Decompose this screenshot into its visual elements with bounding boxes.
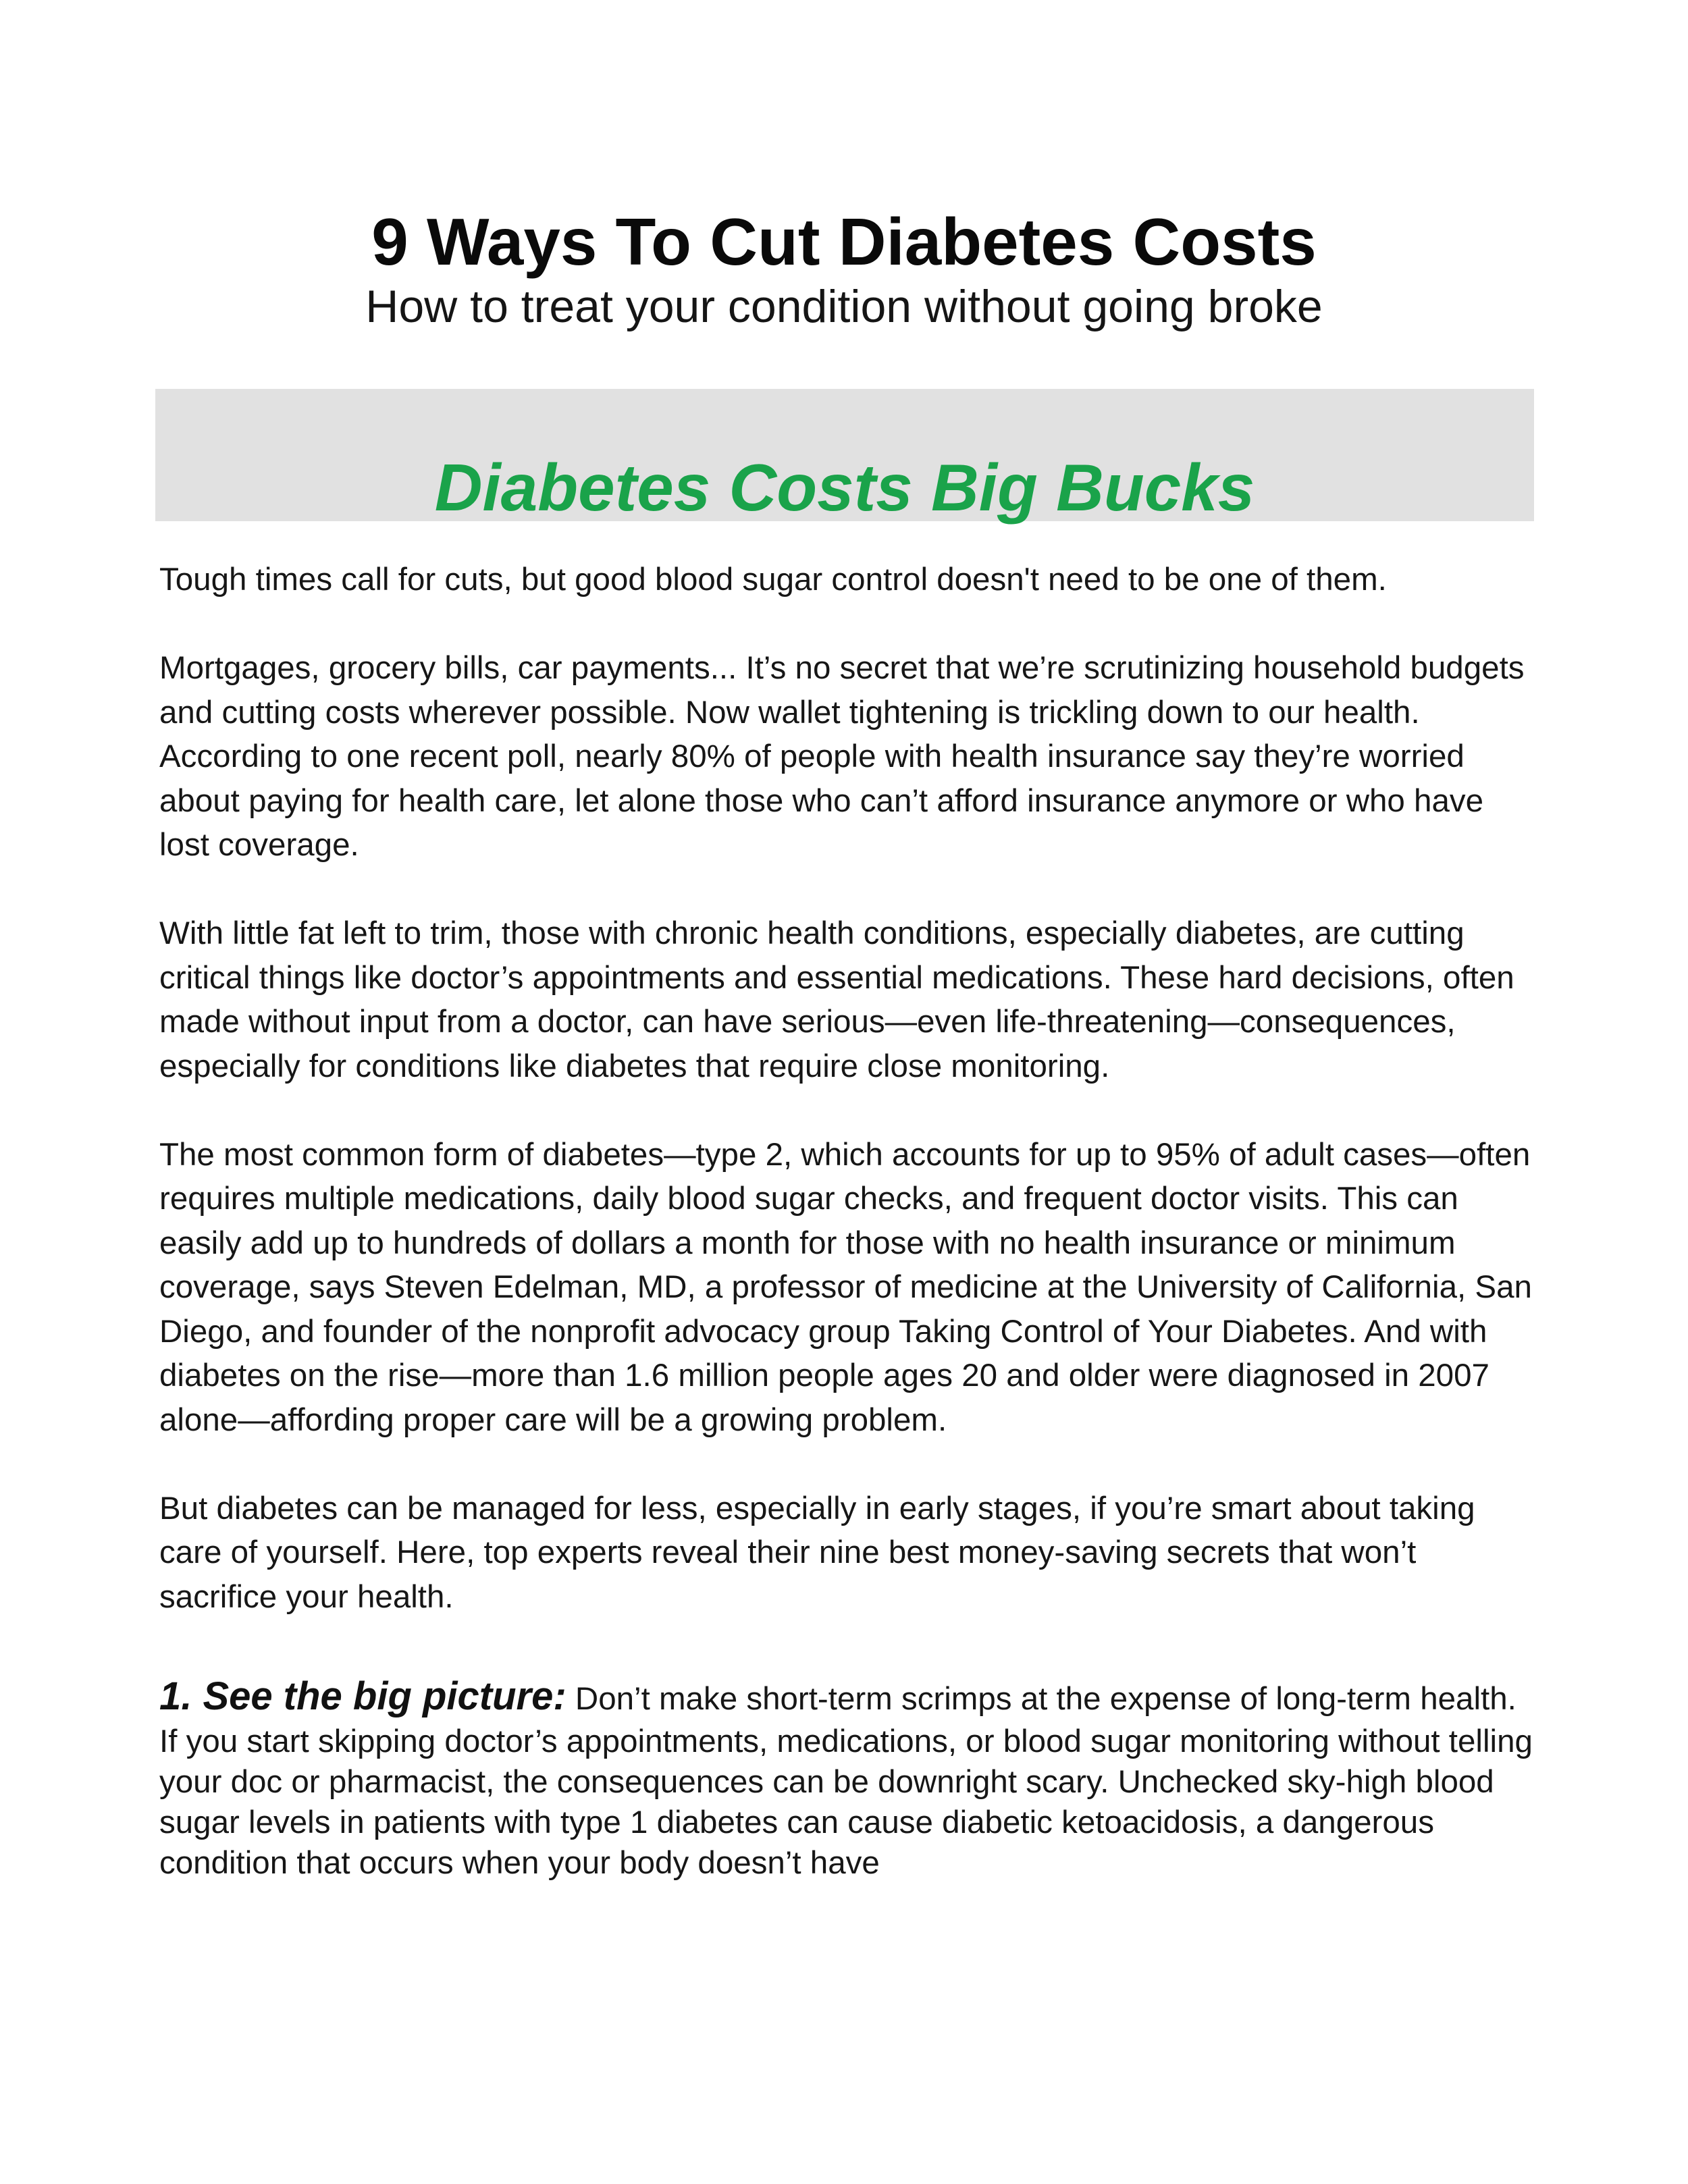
article-body	[159, 558, 1537, 1884]
paragraph-money-saving: But diabetes can be managed for less, especially in early stages, if you’re smart about taking care of yourself. Here, top experts reveal their nine best money-saving secrets that won’t sacrifice your health.	[159, 1490, 1475, 1615]
paragraph-chronic-conditions: With little fat left to trim, those with chronic health conditions, especially diabetes, are cutting critical things like doctor’s appointments and essential medications. These hard decisions, often made without input from a doctor, can have serious—even life-threatening—consequences, especially for conditions like diabetes that require close monitoring.	[159, 915, 1514, 1084]
section-heading: Diabetes Costs Big Bucks	[434, 450, 1255, 525]
page-title: 9 Ways To Cut Diabetes Costs	[371, 205, 1317, 279]
section-banner	[155, 389, 1534, 525]
paragraph-type2-costs: The most common form of diabetes—type 2, which accounts for up to 95% of adult cases—often requires multiple medications, daily blood sugar checks, and frequent doctor visits. This can easily add up to hundreds of dollars a month for those with no health insurance or minimum coverage, says Steven Edelman, MD, a professor of medicine at the University of California, San Diego, and founder of the nonprofit advocacy group Taking Control of Your Diabetes. And with diabetes on the rise—more than 1.6 million people ages 20 and older were diagnosed in 2007 alone—affording proper care will be a growing problem.	[159, 1136, 1532, 1438]
paragraph-budgets: Mortgages, grocery bills, car payments... It’s no secret that we’re scrutinizing household budgets and cutting costs wherever possible. Now wallet tightening is trickling down to our health. According to one recent poll, nearly 80% of people with health insurance say they’re worried about paying for health care, let alone those who can’t afford insurance anymore or who have lost coverage.	[159, 650, 1525, 863]
tip-1-body: If you start skipping doctor’s appointments, medications, or blood sugar monitoring without telling your doc or pharmacist, the consequences can be downright scary. Unchecked sky-high blood sugar levels in patients with type 1 diabetes can cause diabetic ketoacidosis, a dangerous condition that occurs when your body doesn’t have	[159, 1723, 1533, 1881]
tip-1-lead-text: Don’t make short-term scrimps at the expense of long-term health.	[575, 1681, 1516, 1717]
page-subtitle: How to treat your condition without going broke	[365, 281, 1323, 332]
tip-1-heading: 1. See the big picture:	[159, 1674, 566, 1718]
tip-1-lead	[159, 1674, 1537, 1722]
paragraph-intro: Tough times call for cuts, but good blood sugar control doesn't need to be one of them.	[159, 562, 1387, 597]
